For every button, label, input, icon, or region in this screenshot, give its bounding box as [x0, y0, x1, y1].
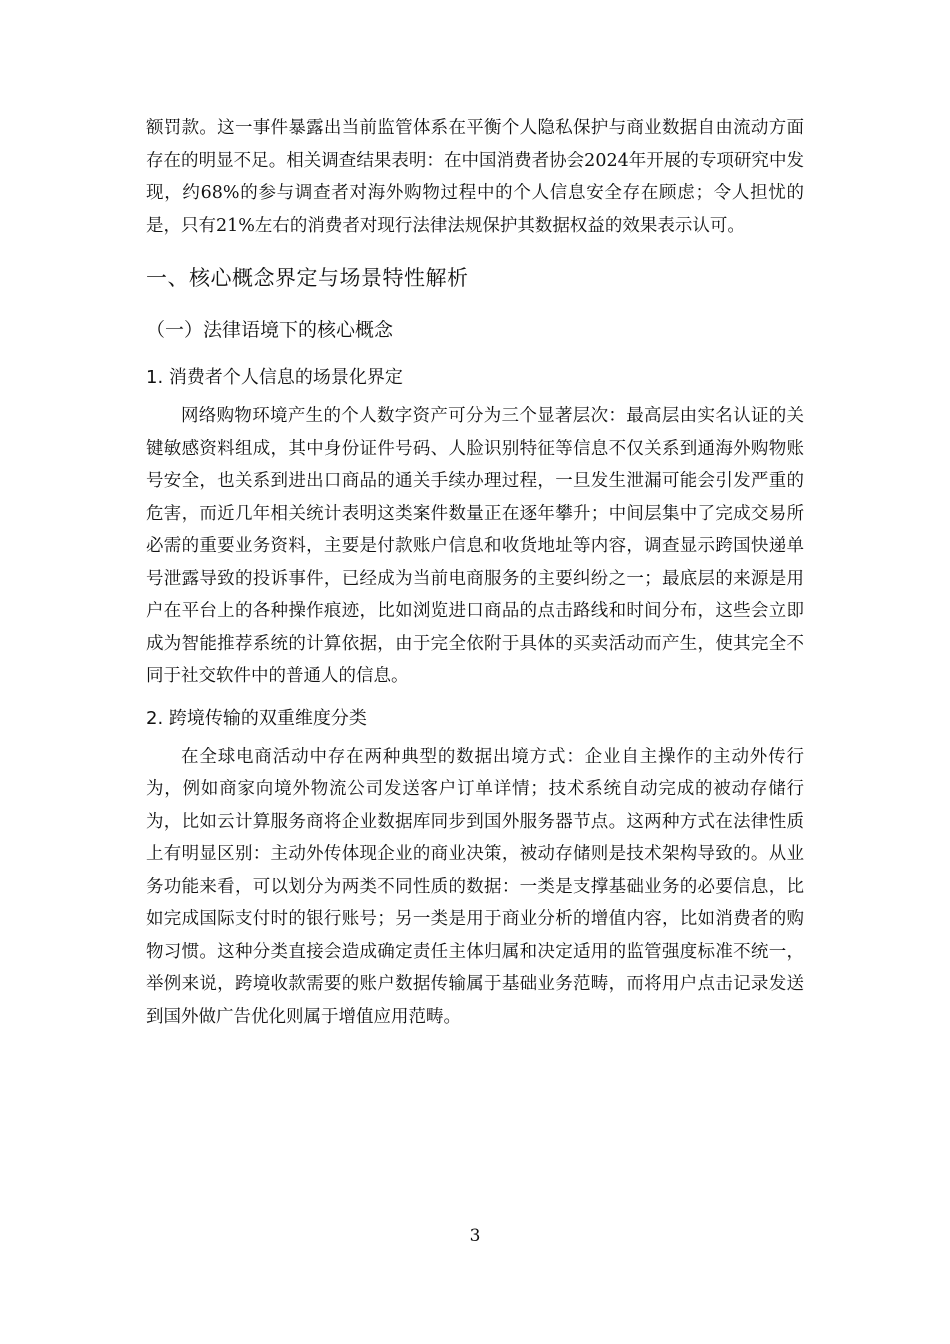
section-heading: 一、核心概念界定与场景特性解析	[146, 266, 469, 290]
item1-paragraph: 网络购物环境产生的个人数字资产可分为三个显著层次：最高层由实名认证的关键敏感资料组成，其中身份证件号码、人脸识别特征等信息不仅关系到通海外购物账号安全，也关系到进出口商品的通关手续办理过程，一旦发生泄漏可能会引发严重的危害，而近几年相关统计表明这类案件数量正在逐年攀升；中间层集中了完成交易所必需的重要业务资料，主要是付款账户信息和收货地址等内容，调查显示跨国快递单号泄露导致的投诉事件，已经成为当前电商服务的主要纠纷之一；最底层的来源是用户在平台上的各种操作痕迹，比如浏览进口商品的点击路线和时间分布，这些会立即成为智能推荐系统的计算依据，由于完全依附于具体的买卖活动而产生，使其完全不同于社交软件中的普通人的信息。	[146, 406, 804, 686]
item2-heading: 2. 跨境传输的双重维度分类	[146, 707, 367, 729]
page-number: 3	[469, 1226, 481, 1246]
item2-paragraph: 在全球电商活动中存在两种典型的数据出境方式：企业自主操作的主动外传行为，例如商家向境外物流公司发送客户订单详情；技术系统自动完成的被动存储行为，比如云计算服务商将企业数据库同步到国外服务器节点。这两种方式在法律性质上有明显区别：主动外传体现企业的商业决策，被动存储则是技术架构导致的。从业务功能来看，可以划分为两类不同性质的数据：一类是支撑基础业务的必要信息，比如完成国际支付时的银行账号；另一类是用于商业分析的增值内容，比如消费者的购物习惯。这种分类直接会造成确定责任主体归属和决定适用的监管强度标准不统一，举例来说，跨境收款需要的账户数据传输属于基础业务范畴，而将用户点击记录发送到国外做广告优化则属于增值应用范畴。	[146, 746, 804, 1027]
document-page	[146, 112, 804, 1033]
intro-paragraph: 额罚款。这一事件暴露出当前监管体系在平衡个人隐私保护与商业数据自由流动方面存在的明显不足。相关调查结果表明：在中国消费者协会2024年开展的专项研究中发现，约68%的参与调查者对海外购物过程中的个人信息安全存在顾虑；令人担忧的是，只有21%左右的消费者对现行法律法规保护其数据权益的效果表示认可。	[146, 118, 804, 236]
subsection-heading: （一）法律语境下的核心概念	[146, 319, 394, 341]
item1-heading: 1. 消费者个人信息的场景化界定	[146, 367, 403, 388]
